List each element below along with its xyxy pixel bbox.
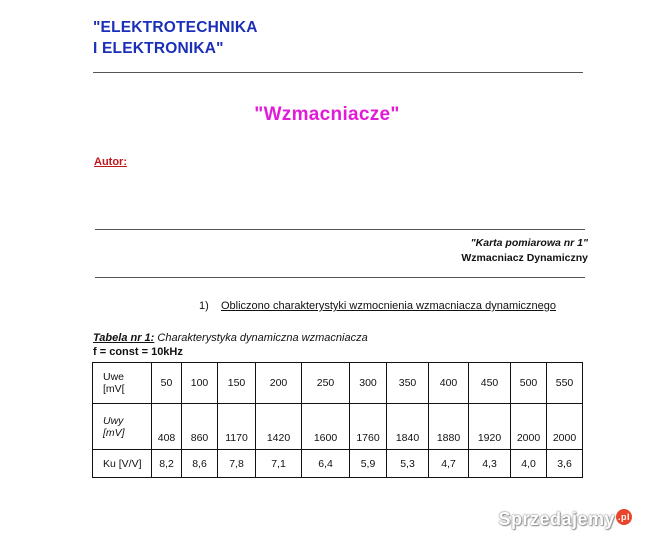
table-cell: 4,3 [469,450,511,478]
table-cell: 200 [256,363,302,404]
author-label: Autor: [94,156,127,168]
table-cell: 2000 [547,404,583,450]
header-line-1: "ELEKTROTECHNIKA [93,19,258,36]
table-cell: 350 [387,363,429,404]
section-text: Obliczono charakterystyki wzmocnienia wzmacniacza dynamicznego [221,300,557,312]
row-header-uwy-unit: [mV] [103,426,125,439]
row-header-uwy-label: Uwy [103,414,124,427]
table-cell: 550 [547,363,583,404]
measurement-table [92,362,583,478]
table-row-ku [93,450,583,478]
table-cell: 250 [302,363,350,404]
table-cell: 4,0 [511,450,547,478]
table-cell: 50 [152,363,182,404]
table-cell: 300 [350,363,387,404]
table-caption-text: Charakterystyka dynamiczna wzmacniacza [154,332,368,344]
header-line-2: I ELEKTRONIKA" [93,40,224,57]
table-cell: 6,4 [302,450,350,478]
table-row-uwy [93,404,583,450]
table-cell: 5,3 [387,450,429,478]
sprzedajemy-watermark [498,509,632,530]
row-header-uwe-label: Uwe [103,371,125,383]
document-header [93,17,258,59]
table-cell: 1880 [429,404,469,450]
table-cell: 5,9 [350,450,387,478]
document-title: "Wzmacniacze" [254,104,400,125]
table-cell: 400 [429,363,469,404]
row-header-ku: Ku [V/V] [93,450,152,478]
table-cell: 1170 [218,404,256,450]
table-cell: 1420 [256,404,302,450]
table-cell: 450 [469,363,511,404]
section-heading [199,300,556,312]
table-cell: 1760 [350,404,387,450]
card-divider [95,277,585,278]
table-cell: 7,8 [218,450,256,478]
table-cell: 100 [182,363,218,404]
table-cell: 408 [152,404,182,450]
watermark-badge-icon: .pl [616,509,632,525]
table-cell: 860 [182,404,218,450]
table-cell: 2000 [511,404,547,450]
table-cell: 4,7 [429,450,469,478]
row-header-uwe-unit: [mV[ [103,383,125,395]
table-caption-label: Tabela nr 1: [93,332,155,344]
row-header-uwe [93,363,152,404]
table-cell: 3,6 [547,450,583,478]
table-cell: 8,6 [182,450,218,478]
table-cell: 1920 [469,404,511,450]
section-number: 1) [199,300,209,312]
table-cell: 1600 [302,404,350,450]
card-title: "Karta pomiarowa nr 1" [470,237,588,249]
measurement-card-info [461,236,588,266]
watermark-text: Sprzedajemy [498,509,615,529]
card-subtitle: Wzmacniacz Dynamiczny [461,252,588,264]
header-divider [93,72,583,73]
table-cell: 150 [218,363,256,404]
table-cell: 1840 [387,404,429,450]
table-caption [93,332,368,344]
table-cell: 8,2 [152,450,182,478]
table-cell: 500 [511,363,547,404]
row-header-uwy [93,404,152,450]
author-divider [95,229,585,230]
frequency-note: f = const = 10kHz [93,346,183,358]
table-cell: 7,1 [256,450,302,478]
table-row-uwe [93,363,583,404]
